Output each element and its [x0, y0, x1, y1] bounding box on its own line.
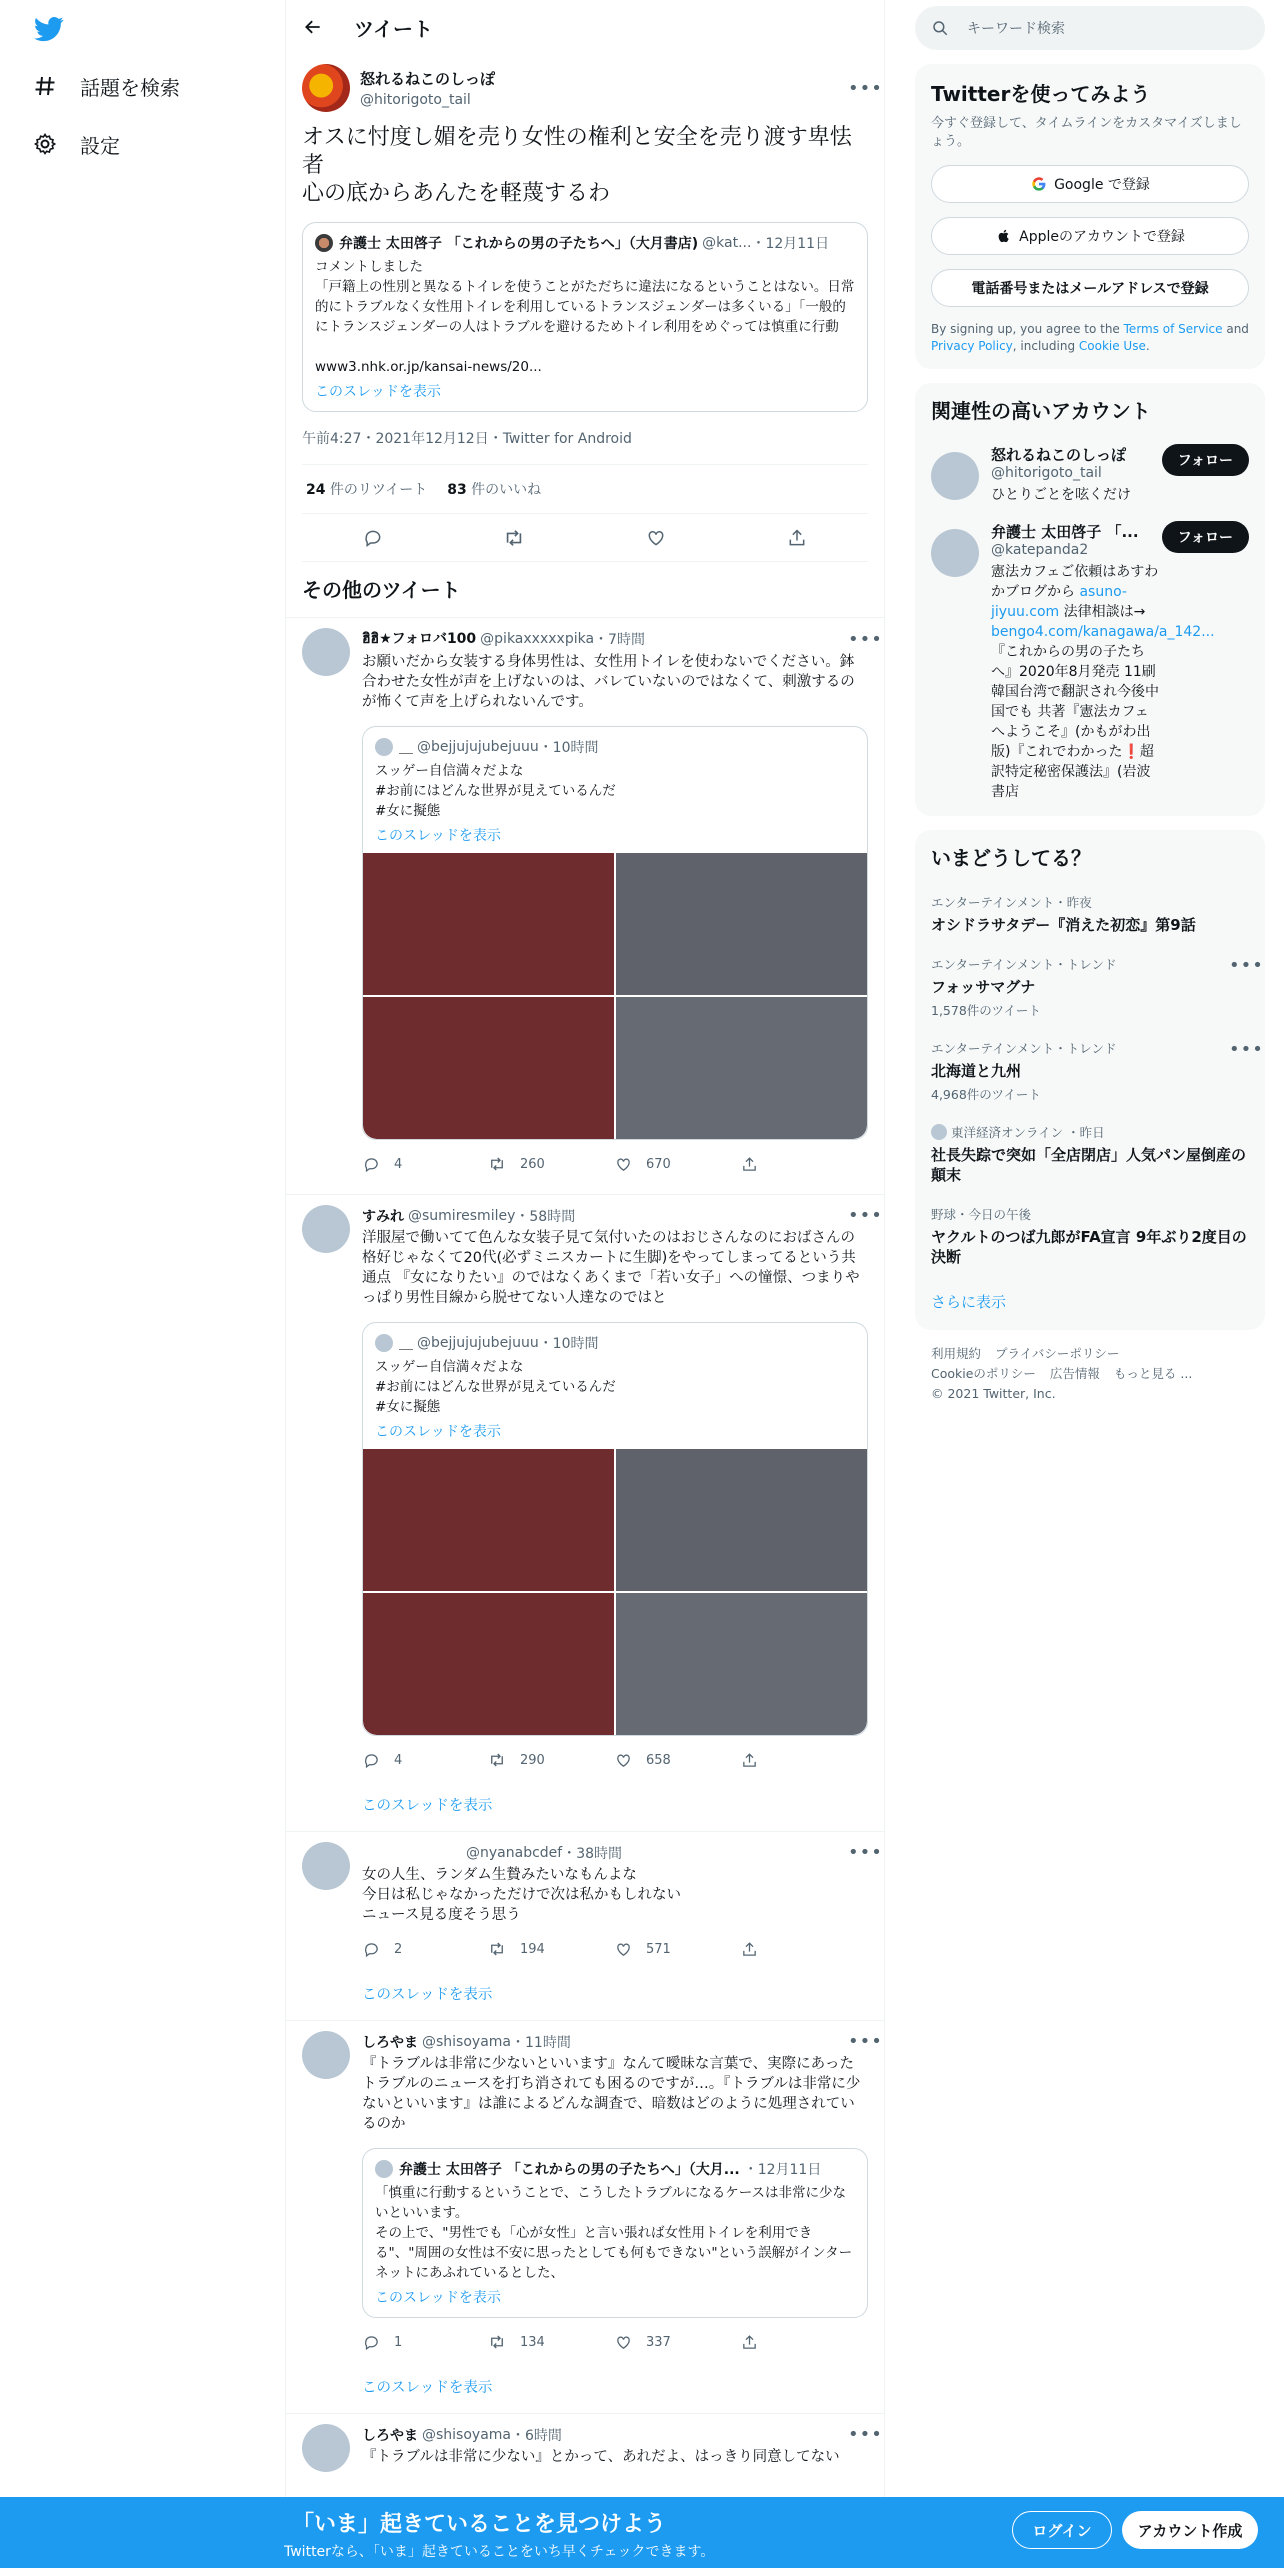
- author-name[interactable]: しろやま: [362, 2427, 418, 2444]
- apple-icon: [995, 227, 1013, 245]
- phone-signup-label: 電話番号またはメールアドレスで登録: [971, 281, 1209, 297]
- quote-author-name: 弁護士 太田啓子 「これからの男の子たちへ」（大月...: [399, 2162, 740, 2178]
- avatar[interactable]: [302, 64, 350, 112]
- retweet-icon: [488, 2333, 506, 2351]
- retweet-count-value: 24: [306, 482, 326, 498]
- more-icon[interactable]: •••: [848, 2424, 883, 2445]
- search-icon: [931, 19, 949, 37]
- retweet-count: 134: [520, 2334, 545, 2350]
- google-signup-label: Google で登録: [1054, 177, 1150, 193]
- bio-text-2: 法律相談は→: [1059, 604, 1146, 620]
- quote-author-name: ＿: [399, 1336, 413, 1352]
- like-count-value: 83: [447, 482, 467, 498]
- footer-terms[interactable]: 利用規約: [931, 1346, 982, 1361]
- like-button[interactable]: [614, 1940, 740, 1958]
- retweet-icon[interactable]: [503, 527, 525, 549]
- avatar: [315, 234, 333, 252]
- avatar[interactable]: [302, 628, 350, 676]
- footer-ads[interactable]: 広告情報: [1049, 1366, 1100, 1381]
- more-icon[interactable]: •••: [848, 77, 883, 99]
- account-bio: ひとりごとを呟くだけ: [991, 487, 1131, 503]
- search-input[interactable]: [915, 6, 1265, 50]
- trend-context-text: 東洋経済オンライン ・昨日: [951, 1125, 1105, 1140]
- footer-more[interactable]: もっと見る ...: [1113, 1366, 1193, 1381]
- trends-card: [915, 830, 1265, 1330]
- like-count-label: 件のいいね: [466, 482, 542, 498]
- quote-date: ・10時間: [538, 1336, 599, 1352]
- google-signup-button[interactable]: [931, 165, 1249, 203]
- quote-text: スッゲー自信満々だよな #お前にはどんな世界が見えているんだ #女に擬態: [375, 763, 616, 819]
- share-button[interactable]: [740, 1751, 866, 1769]
- author-name[interactable]: しろやま: [362, 2034, 418, 2051]
- reply-button[interactable]: [362, 1940, 488, 1958]
- account-handle[interactable]: @hitorigoto_tail: [991, 465, 1102, 481]
- apple-signup-label: Appleのアカウントで登録: [1019, 229, 1185, 245]
- author-handle[interactable]: @pikaxxxxxpika: [480, 631, 595, 647]
- tweet-text: オスに忖度し媚を売り女性の権利と安全を売り渡す卑怯者 心の底からあんたを軽蔑するわ: [302, 125, 852, 206]
- author-handle[interactable]: @shisoyama: [422, 2033, 511, 2050]
- author-handle[interactable]: @nyanabcdef: [466, 1844, 563, 1861]
- author-name[interactable]: すみれ: [362, 1208, 404, 1225]
- account-name[interactable]: 怒れるねこのしっぽ: [991, 446, 1127, 464]
- like-icon: [614, 2333, 632, 2351]
- trend-title: 北海道と九州: [931, 1062, 1022, 1080]
- media-grid[interactable]: [363, 853, 867, 1139]
- retweet-button[interactable]: [488, 1155, 614, 1173]
- tweet-actions: [362, 1929, 868, 1969]
- reply-button[interactable]: [362, 1155, 488, 1173]
- quote-author-name: 弁護士 太田啓子 「これからの男の子たちへ」（大月書店): [339, 236, 699, 252]
- privacy-link[interactable]: Privacy Policy: [931, 339, 1013, 353]
- author-handle[interactable]: @hitorigoto_tail: [360, 92, 471, 108]
- like-count: 337: [646, 2334, 671, 2350]
- quote-author-handle: @bejjujujubejuuu: [417, 739, 539, 755]
- trends-title: いまどうしてる？: [931, 846, 1091, 870]
- media-image[interactable]: [616, 1593, 867, 1735]
- trend-count: 4,968件のツイート: [931, 1087, 1041, 1102]
- trend-title: 社長失踪で突如「全店閉店」人気パン屋倒産の顛末: [931, 1146, 1247, 1184]
- avatar: [931, 1124, 947, 1140]
- retweet-count-label: 件のリツイート: [325, 482, 428, 498]
- media-image[interactable]: [616, 1449, 867, 1591]
- quoted-tweet[interactable]: [362, 2148, 868, 2318]
- trend-title: ヤクルトのつば九郎がFA宣言 9年ぶり2度目の決断: [931, 1228, 1247, 1266]
- signup-button[interactable]: アカウント作成: [1122, 2511, 1258, 2549]
- search-placeholder: キーワード検索: [967, 21, 1065, 37]
- quoted-tweet[interactable]: [362, 1322, 868, 1736]
- quote-text: コメントしました 「戸籍上の性別と異なるトイレを使うことがただちに違法になるということはない。日常的にトラブルなく女性用トイレを利用しているトランスジェンダーは多くいる」「一般的にトランスジェンダーの人はトラブルを避けるためトイレ利用をめぐっては慎重に行動 www3.nhk.or.jp/kansai-news/20...: [315, 259, 855, 375]
- like-count: 670: [646, 1156, 671, 1172]
- reply-icon: [362, 1751, 380, 1769]
- trend-item[interactable]: [915, 1195, 1265, 1277]
- avatar[interactable]: [302, 1842, 350, 1890]
- like-icon[interactable]: [645, 527, 667, 549]
- nav-settings-label: 設定: [80, 133, 120, 158]
- trend-item[interactable]: [915, 1029, 1265, 1113]
- like-count: 658: [646, 1752, 671, 1768]
- author-name[interactable]: ฮิฮิ★フォロバ100: [362, 631, 477, 647]
- tweet-actions: [302, 514, 868, 562]
- tweet-text: お願いだから女装する身体男性は、女性用トイレを使わないでください。鉢合わせた女性が声を上げないのは、バレていないのではなくて、刺激するのが怖くて声を上げられないんです。: [362, 654, 855, 710]
- show-more-link[interactable]: さらに表示: [931, 1293, 1007, 1311]
- footer-privacy[interactable]: プライバシーポリシー: [995, 1346, 1120, 1361]
- like-count[interactable]: [447, 479, 541, 499]
- more-icon[interactable]: •••: [848, 1842, 883, 1863]
- related-title: 関連性の高いアカウント: [931, 399, 1151, 423]
- legal-text-4: .: [1145, 339, 1150, 353]
- show-thread-link[interactable]: このスレッドを表示: [375, 2290, 501, 2306]
- apple-signup-button[interactable]: [931, 217, 1249, 255]
- share-button[interactable]: [740, 1155, 866, 1173]
- tweet-time[interactable]: ・7時間: [594, 632, 645, 648]
- login-button[interactable]: ログイン: [1012, 2511, 1112, 2549]
- like-icon: [614, 1940, 632, 1958]
- avatar: [375, 2160, 393, 2178]
- more-tweets-heading: その他のツイート: [286, 562, 884, 618]
- show-thread-link[interactable]: このスレッドを表示: [375, 1424, 501, 1440]
- footer: [915, 1330, 1265, 1418]
- show-thread-link[interactable]: このスレッドを表示: [375, 828, 501, 844]
- retweet-button[interactable]: [488, 1940, 614, 1958]
- media-image[interactable]: [363, 1449, 614, 1591]
- tweet-stats: [302, 465, 868, 514]
- reply-icon: [362, 1155, 380, 1173]
- tweet-text: 『トラブルは非常に少ないといいます』なんて曖昧な言葉で、実際にあったトラブルのニュースを打ち消されても困るのですが…。『トラブルは非常に少ないといいます』は誰によるどんな調査で、暗数はどのように処理されているのか: [362, 2056, 861, 2132]
- tweet-card[interactable]: [286, 1195, 884, 1832]
- retweet-icon: [488, 1940, 506, 1958]
- bio-text-3: 『これからの男の子たちへ』2020年8月発売 11刷 韓国台湾で翻訳され今後中国でも 共著『憲法カフェへようこそ』(かもがわ出版)『これでわかった❗超訳特定秘密保護法』(岩波書店: [991, 644, 1159, 800]
- avatar: [375, 738, 393, 756]
- reply-icon: [362, 2333, 380, 2351]
- quoted-tweet[interactable]: [302, 222, 868, 412]
- tweet-card[interactable]: [286, 2414, 884, 2482]
- follow-button[interactable]: フォロー: [1162, 444, 1249, 476]
- like-button[interactable]: [614, 2333, 740, 2351]
- quote-date: 12月11日: [765, 236, 830, 252]
- share-icon: [740, 1751, 758, 1769]
- avatar[interactable]: [302, 1205, 350, 1253]
- avatar[interactable]: [931, 452, 979, 500]
- reply-button[interactable]: [362, 2333, 488, 2351]
- tweet-text: 女の人生、ランダム生贄みたいなもんよな 今日は私じゃなかっただけで次は私かもしれない ニュース見る度そう思う: [362, 1867, 681, 1923]
- tweet-time[interactable]: ・38時間: [562, 1845, 623, 1862]
- media-image[interactable]: [363, 997, 614, 1139]
- tweet-card[interactable]: [286, 618, 884, 1195]
- avatar[interactable]: [302, 2424, 350, 2472]
- reply-count: 2: [394, 1941, 403, 1957]
- legal-text-2: and: [1222, 322, 1249, 336]
- more-icon[interactable]: •••: [848, 1205, 883, 1226]
- tweet-actions: [362, 1144, 868, 1184]
- trend-item[interactable]: [915, 1113, 1265, 1195]
- author-handle[interactable]: @sumiresmiley: [408, 1207, 516, 1224]
- cookie-link[interactable]: Cookie Use: [1078, 339, 1146, 353]
- share-button[interactable]: [740, 2333, 866, 2351]
- reply-button[interactable]: [362, 1751, 488, 1769]
- retweet-count: 290: [520, 1752, 545, 1768]
- media-image[interactable]: [616, 853, 867, 995]
- legal-text-1: By signing up, you agree to the: [931, 322, 1124, 336]
- terms-link[interactable]: Terms of Service: [1123, 322, 1223, 336]
- trend-context: [931, 1123, 1249, 1141]
- trend-context: エンターテインメント・昨夜: [931, 895, 1092, 910]
- quote-author-name: ＿: [399, 740, 413, 756]
- back-arrow-icon[interactable]: [302, 16, 324, 38]
- google-icon: [1030, 175, 1048, 193]
- page-title: ツイート: [354, 16, 433, 41]
- more-icon[interactable]: •••: [1229, 1039, 1264, 1060]
- follow-button[interactable]: フォロー: [1162, 521, 1249, 553]
- like-count: 571: [646, 1941, 671, 1957]
- account-item[interactable]: [915, 513, 1265, 816]
- bottom-bar-subtitle: Twitterなら、「いま」起きていることをいち早くチェックできます。: [284, 2544, 715, 2560]
- retweet-count[interactable]: [306, 479, 427, 499]
- account-handle[interactable]: @katepanda2: [991, 542, 1089, 558]
- nav-explore[interactable]: [32, 66, 180, 106]
- legal-text-3: , including: [1012, 339, 1079, 353]
- tweet-timestamp[interactable]: 午前4:27・2021年12月12日・Twitter for Android: [302, 412, 868, 465]
- retweet-icon: [488, 1155, 506, 1173]
- bottom-bar-title: 「いま」起きていることを見つけよう: [292, 2512, 667, 2537]
- trend-title: オシドラサタデー『消えた初恋』第9話: [931, 916, 1196, 934]
- more-icon[interactable]: •••: [848, 2031, 883, 2052]
- trend-item[interactable]: [915, 883, 1265, 945]
- account-name[interactable]: 弁護士 太田啓子 「...: [991, 523, 1139, 541]
- author-name[interactable]: 怒れるねこのしっぽ: [360, 70, 496, 88]
- bio-link[interactable]: asuno-jiyuu.com: [991, 584, 1127, 620]
- media-image[interactable]: [616, 997, 867, 1139]
- avatar[interactable]: [302, 2031, 350, 2079]
- sidebar-right: [915, 0, 1265, 1418]
- like-button[interactable]: [614, 1751, 740, 1769]
- quote-text: スッゲー自信満々だよな #お前にはどんな世界が見えているんだ #女に擬態: [375, 1359, 616, 1415]
- trend-context: 野球・今日の午後: [931, 1207, 1032, 1222]
- reply-icon[interactable]: [362, 527, 384, 549]
- nav-explore-label: 話題を検索: [80, 75, 180, 100]
- tweet-card[interactable]: [286, 1832, 884, 2021]
- signup-legal-text: [931, 321, 1249, 355]
- left-nav: [0, 0, 285, 2568]
- tweet-column: [285, 0, 885, 2568]
- show-thread-link[interactable]: このスレッドを表示: [315, 384, 441, 400]
- tweet-card[interactable]: [286, 2021, 884, 2414]
- signup-description: 今すぐ登録して、タイムラインをカスタマイズしましょう。: [931, 116, 1242, 149]
- trend-context: エンターテインメント・トレンド: [931, 1041, 1117, 1056]
- reply-count: 1: [394, 2334, 403, 2350]
- media-grid[interactable]: [363, 1449, 867, 1735]
- like-icon: [614, 1155, 632, 1173]
- share-icon: [740, 1940, 758, 1958]
- related-accounts-card: [915, 383, 1265, 816]
- retweet-count: 260: [520, 1156, 545, 1172]
- like-icon: [614, 1751, 632, 1769]
- footer-cookie[interactable]: Cookieのポリシー: [931, 1366, 1036, 1381]
- tweet-time[interactable]: ・58時間: [515, 1208, 576, 1225]
- reply-count: 4: [394, 1156, 403, 1172]
- tweet-time[interactable]: ・11時間: [511, 2034, 571, 2051]
- avatar: [375, 1334, 393, 1352]
- hashtag-icon: [32, 73, 58, 99]
- phone-signup-button[interactable]: [931, 269, 1249, 307]
- quote-author-handle: @bejjujujubejuuu: [417, 1335, 539, 1351]
- quote-separator: ・: [751, 236, 766, 252]
- reply-icon: [362, 1940, 380, 1958]
- account-item[interactable]: [915, 436, 1265, 513]
- tweet-time[interactable]: ・6時間: [511, 2427, 562, 2444]
- share-icon: [740, 2333, 758, 2351]
- trend-title: フォッサマグナ: [931, 978, 1036, 996]
- main-tweet: [286, 54, 884, 562]
- share-icon[interactable]: [786, 527, 808, 549]
- quoted-tweet[interactable]: [362, 726, 868, 1140]
- account-bio: [991, 562, 1215, 802]
- footer-copyright: © 2021 Twitter, Inc.: [931, 1386, 1056, 1401]
- gear-icon: [32, 131, 58, 157]
- bio-text-1: 憲法カフェご依頼はあすわかブログから: [991, 564, 1159, 600]
- trend-item[interactable]: [915, 945, 1265, 1029]
- show-thread-link[interactable]: このスレッドを表示: [362, 1798, 493, 1814]
- share-button[interactable]: [740, 1940, 866, 1958]
- share-icon: [740, 1155, 758, 1173]
- more-icon[interactable]: •••: [1229, 955, 1264, 976]
- bio-link[interactable]: bengo4.com/kanagawa/a_142...: [991, 624, 1215, 640]
- nav-settings[interactable]: [32, 124, 120, 164]
- more-icon[interactable]: •••: [848, 628, 883, 650]
- header-bar: [286, 0, 884, 54]
- tweet-text: 洋服屋で働いてて色んな女装子見て気付いたのはおじさんなのにおばさんの格好じゃなくて20代(必ずミニスカートに生脚)をやってしまってるという共通点 『女になりたい』のではなくあくまで「若い女子」への憧憬、つまりやっぱり男性目線から脱せてない人達なのではと: [362, 1230, 860, 1306]
- show-thread-link[interactable]: このスレッドを表示: [362, 1987, 493, 2003]
- trend-count: 1,578件のツイート: [931, 1003, 1041, 1018]
- tweet-text: 『トラブルは非常に少ない』とかって、あれだよ、はっきり同意してない: [362, 2449, 840, 2465]
- like-button[interactable]: [614, 1155, 740, 1173]
- reply-count: 4: [394, 1752, 403, 1768]
- retweet-count: 194: [520, 1941, 545, 1957]
- media-image[interactable]: [363, 853, 614, 995]
- tweet-actions: [362, 1740, 868, 1780]
- quote-date: ・12月11日: [743, 2162, 822, 2178]
- signup-card: [915, 64, 1265, 369]
- bottom-signup-bar: [0, 2497, 1284, 2568]
- quote-author-handle: @kat...: [702, 235, 752, 251]
- quote-text: 「慎重に行動するということで、こうしたトラブルになるケースは非常に少ないといいます。 その上で、"男性でも「心が女性」と言い張れば女性用トイレを利用できる"、"周囲の女性は不安に思ったとしても何もできない"という誤解がインターネットにあふれているとした、: [375, 2185, 853, 2281]
- media-image[interactable]: [363, 1593, 614, 1735]
- signup-title: Twitterを使ってみよう: [931, 82, 1151, 106]
- author-handle[interactable]: @shisoyama: [422, 2426, 511, 2443]
- retweet-button[interactable]: [488, 2333, 614, 2351]
- quote-date: ・10時間: [538, 740, 599, 756]
- retweet-icon: [488, 1751, 506, 1769]
- trend-context: エンターテインメント・トレンド: [931, 957, 1117, 972]
- tweet-actions: [362, 2322, 868, 2362]
- avatar[interactable]: [931, 529, 979, 577]
- twitter-logo-icon[interactable]: [32, 14, 66, 44]
- show-thread-link[interactable]: このスレッドを表示: [362, 2380, 493, 2396]
- retweet-button[interactable]: [488, 1751, 614, 1769]
